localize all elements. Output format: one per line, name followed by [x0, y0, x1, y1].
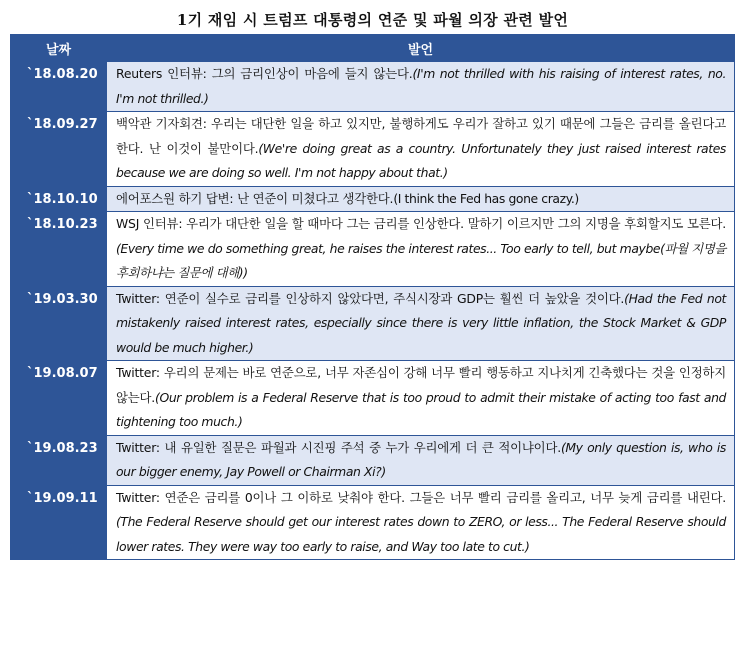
table-row [11, 435, 735, 485]
row-statement [107, 435, 735, 485]
statements-table [10, 34, 735, 560]
row-date: `18.08.20 [11, 62, 107, 112]
row-date: `19.09.11 [11, 485, 107, 560]
table-title: 1기 재임 시 트럼프 대통령의 연준 및 파월 의장 관련 발언 [176, 11, 569, 29]
row-date: `19.03.30 [11, 286, 107, 361]
row-date: `18.09.27 [11, 112, 107, 187]
row-statement [107, 62, 735, 112]
statement-korean: Twitter: 우리의 문제는 바로 연준으로, 너무 자존심이 강해 너무 빨리 행동하고 지나치게 긴축했다는 것을 인정하지 않는다. [116, 365, 726, 405]
table-row [11, 286, 735, 361]
table-row [11, 62, 735, 112]
statement-korean: Twitter: 연준은 금리를 0이나 그 이하로 낮춰야 한다. 그들은 너무 빨리 금리를 올리고, 너무 늦게 금리를 내린다. [116, 489, 726, 505]
statement-english: (Had the Fed not mistakenly raised interest rates, especially since there is very little inflation, the Stock Market & GDP would be much higher.) [116, 290, 726, 355]
statement-korean: Twitter: 연준이 실수로 금리를 인상하지 않았다면, 주식시장과 GDP는 훨씬 더 높았을 것이다. [116, 290, 625, 306]
statement-english: (Our problem is a Federal Reserve that is too proud to admit their mistake of acting too fast and tightening too much.) [116, 389, 726, 429]
table-row [11, 485, 735, 560]
table-header-row [11, 35, 735, 62]
statement-english: (I'm not thrilled with his raising of interest rates, no. I'm not thrilled.) [116, 66, 727, 106]
statement-english: (I think the Fed has gone crazy.) [393, 190, 579, 206]
row-statement [107, 212, 735, 287]
header-statement: 발언 [107, 35, 735, 62]
row-statement [107, 286, 735, 361]
table-row [11, 212, 735, 287]
header-date: 날짜 [11, 35, 107, 62]
table-row [11, 112, 735, 187]
row-date: `18.10.10 [11, 186, 107, 212]
row-statement [107, 112, 735, 187]
statement-english: (The Federal Reserve should get our interest rates down to ZERO, or less... The Federal Reserve should lower rates. They were way too early to raise, and Way too late to cut.) [116, 514, 726, 554]
statement-korean: Twitter: 내 유일한 질문은 파월과 시진핑 주석 중 누가 우리에게 더 큰 적이냐이다. [116, 439, 561, 455]
statement-english: (Every time we do something great, he raises the interest rates... Too early to tell, but maybe(파월 지명을 후회하냐는 질문에 대해)) [116, 240, 726, 280]
row-statement [107, 186, 735, 212]
row-date: `18.10.23 [11, 212, 107, 287]
statement-korean: 백악관 기자회견: 우리는 대단한 일을 하고 있지만, 불행하게도 우리가 잘하고 있기 때문에 그들은 금리를 올린다고 한다. 난 이것이 불만이다. [116, 116, 726, 156]
statement-korean: Reuters 인터뷰: 그의 금리인상이 마음에 들지 않는다. [116, 66, 413, 81]
row-statement [107, 361, 735, 436]
statement-english: (My only question is, who is our bigger enemy, Jay Powell or Chairman Xi?) [116, 439, 726, 479]
statement-korean: WSJ 인터뷰: 우리가 대단한 일을 할 때마다 그는 금리를 인상한다. 말하기 이르지만 그의 지명을 후회할지도 모른다. [116, 216, 726, 231]
table-row [11, 361, 735, 436]
table-row [11, 186, 735, 212]
row-statement [107, 485, 735, 560]
row-date: `19.08.23 [11, 435, 107, 485]
row-date: `19.08.07 [11, 361, 107, 436]
statement-korean: 에어포스원 하기 답변: 난 연준이 미쳤다고 생각한다. [116, 190, 394, 206]
statement-english: (We're doing great as a country. Unfortunately they just raised interest rates because we are doing so well. I'm not happy about that.) [116, 140, 726, 180]
